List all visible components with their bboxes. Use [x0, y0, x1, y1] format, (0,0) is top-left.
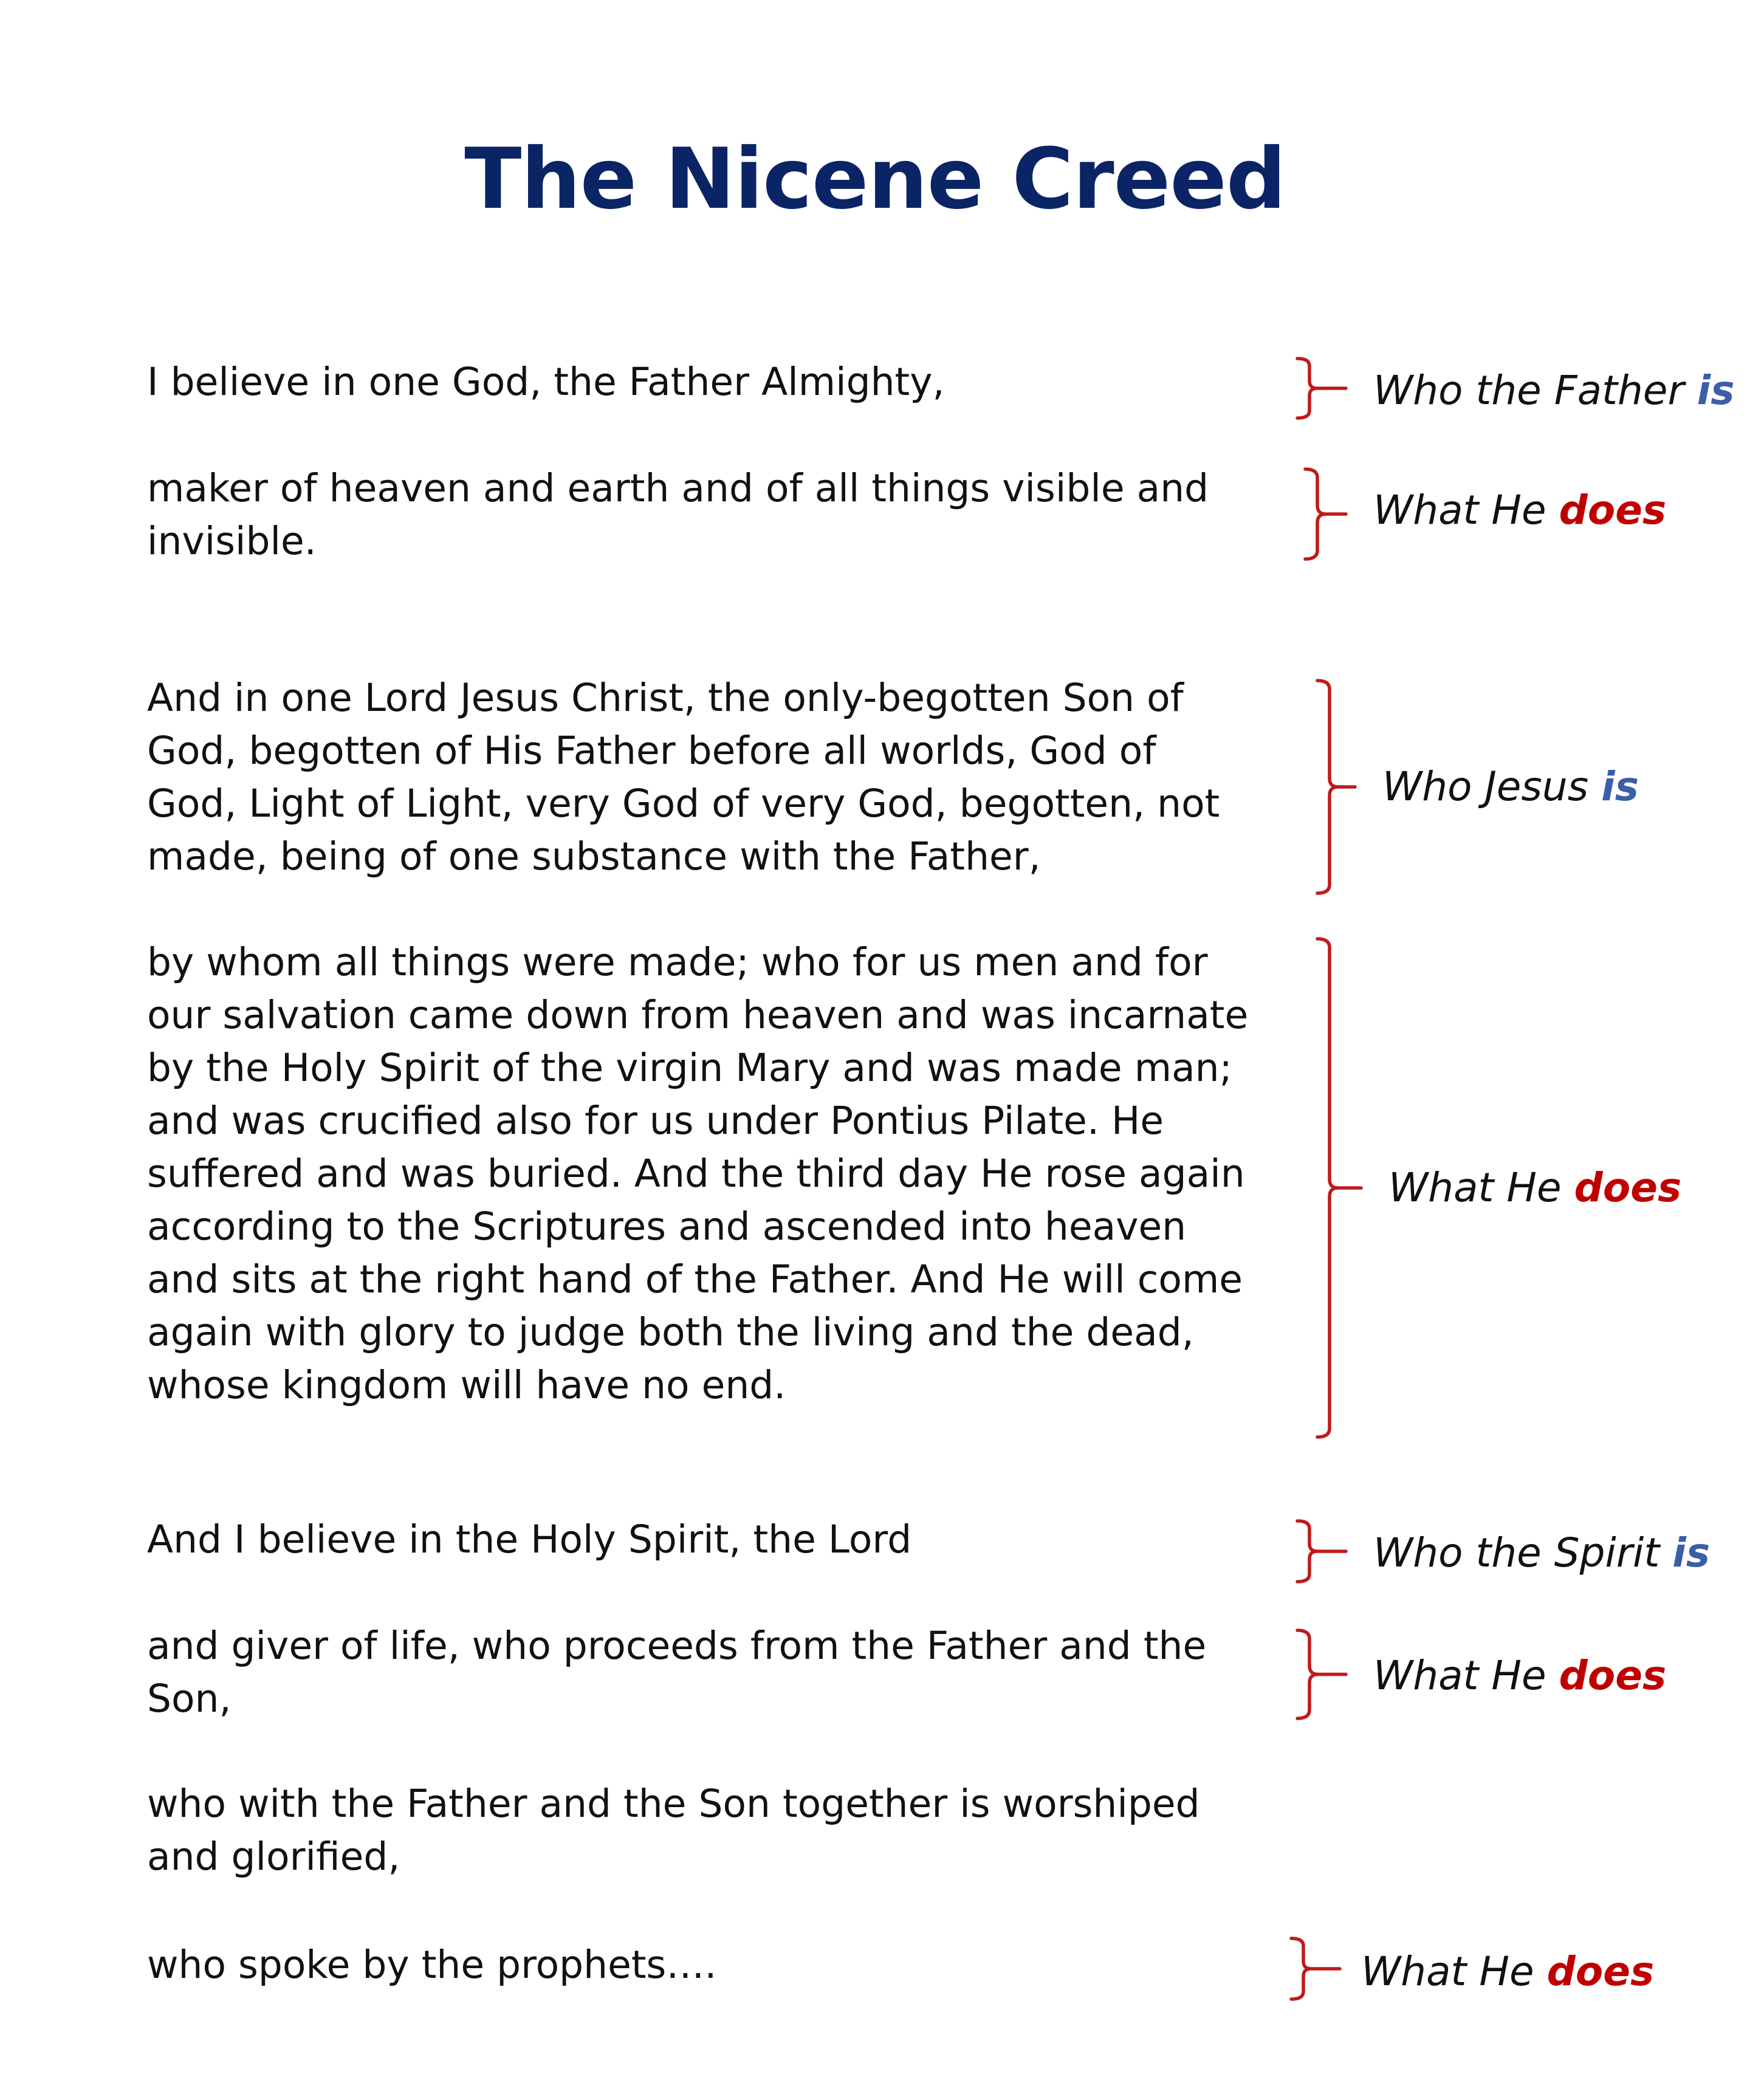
creed-line: God, Light of Light, very God of very God, begotten, not: [147, 781, 1220, 826]
creed-line: And I believe in the Holy Spirit, the Lord: [147, 1517, 912, 1562]
brace-path: [1317, 681, 1355, 893]
creed-paragraph: [147, 1619, 1289, 1725]
keyword-is: is: [1697, 367, 1735, 414]
creed-line: And in one Lord Jesus Christ, the only-begotten Son of: [147, 676, 1184, 720]
keyword-does: does: [1546, 1948, 1655, 1995]
right-brace-icon: [1302, 466, 1349, 562]
creed-paragraph: [147, 355, 1289, 408]
brace-path: [1317, 939, 1361, 1437]
creed-paragraph: [147, 1513, 1289, 1566]
creed-paragraph: [147, 1938, 1289, 1991]
creed-line: by the Holy Spirit of the virgin Mary and was made man;: [147, 1046, 1232, 1090]
right-brace-icon: [1314, 936, 1364, 1440]
right-brace-icon: [1294, 1627, 1349, 1721]
brace-path: [1297, 1630, 1346, 1718]
annotation-prefix: Who the Spirit: [1373, 1529, 1673, 1576]
creed-line: who spoke by the prophets….: [147, 1943, 717, 1987]
keyword-is: is: [1601, 763, 1639, 810]
annotation-prefix: Who Jesus: [1382, 763, 1602, 810]
right-brace-icon: [1294, 355, 1349, 421]
annotation-label: [1361, 1947, 1654, 1996]
creed-paragraph: [147, 462, 1289, 568]
brace-path: [1291, 1938, 1340, 1999]
annotation-label: [1373, 1652, 1666, 1700]
creed-line: our salvation came down from heaven and was incarnate: [147, 993, 1249, 1037]
keyword-does: does: [1559, 487, 1667, 534]
annotation-label: [1373, 1529, 1710, 1577]
creed-line: made, being of one substance with the Father,: [147, 834, 1041, 879]
annotation-label: [1373, 366, 1735, 415]
keyword-does: does: [1559, 1652, 1667, 1699]
annotation-prefix: What He: [1373, 487, 1559, 534]
annotation-prefix: Who the Father: [1373, 367, 1697, 414]
creed-line: maker of heaven and earth and of all things visible and: [147, 466, 1209, 510]
creed-line: and was crucified also for us under Pontius Pilate. He: [147, 1099, 1164, 1143]
creed-paragraph: [147, 936, 1289, 1412]
page-title: The Nicene Creed: [464, 130, 1286, 228]
creed-line: according to the Scriptures and ascended into heaven: [147, 1204, 1187, 1249]
keyword-is: is: [1672, 1529, 1711, 1576]
brace-path: [1297, 359, 1346, 418]
annotation-label: [1373, 486, 1666, 535]
creed-line: God, begotten of His Father before all worlds, God of: [147, 729, 1156, 773]
right-brace-icon: [1288, 1935, 1343, 2002]
right-brace-icon: [1314, 678, 1358, 896]
creed-line: and giver of life, who proceeds from the Father and the: [147, 1624, 1207, 1668]
annotation-label: [1382, 763, 1639, 811]
creed-line: and glorified,: [147, 1834, 400, 1879]
right-brace-icon: [1294, 1518, 1349, 1585]
creed-line: I believe in one God, the Father Almighty,: [147, 360, 945, 404]
brace-path: [1305, 469, 1346, 559]
creed-line: who with the Father and the Son together is worshiped: [147, 1782, 1200, 1826]
creed-line: Son,: [147, 1676, 232, 1721]
creed-line: again with glory to judge both the living and the dead,: [147, 1310, 1194, 1354]
annotation-label: [1388, 1164, 1681, 1212]
brace-path: [1297, 1521, 1346, 1582]
keyword-does: does: [1574, 1164, 1682, 1211]
creed-line: invisible.: [147, 519, 317, 563]
annotation-prefix: What He: [1373, 1652, 1559, 1699]
creed-line: by whom all things were made; who for us men and for: [147, 940, 1208, 984]
creed-line: whose kingdom will have no end.: [147, 1363, 786, 1407]
annotation-prefix: What He: [1388, 1164, 1574, 1211]
creed-line: suffered and was buried. And the third day He rose again: [147, 1151, 1245, 1196]
creed-paragraph: [147, 671, 1289, 883]
annotation-prefix: What He: [1361, 1948, 1547, 1995]
creed-paragraph: [147, 1777, 1289, 1883]
creed-line: and sits at the right hand of the Father. And He will come: [147, 1257, 1243, 1302]
